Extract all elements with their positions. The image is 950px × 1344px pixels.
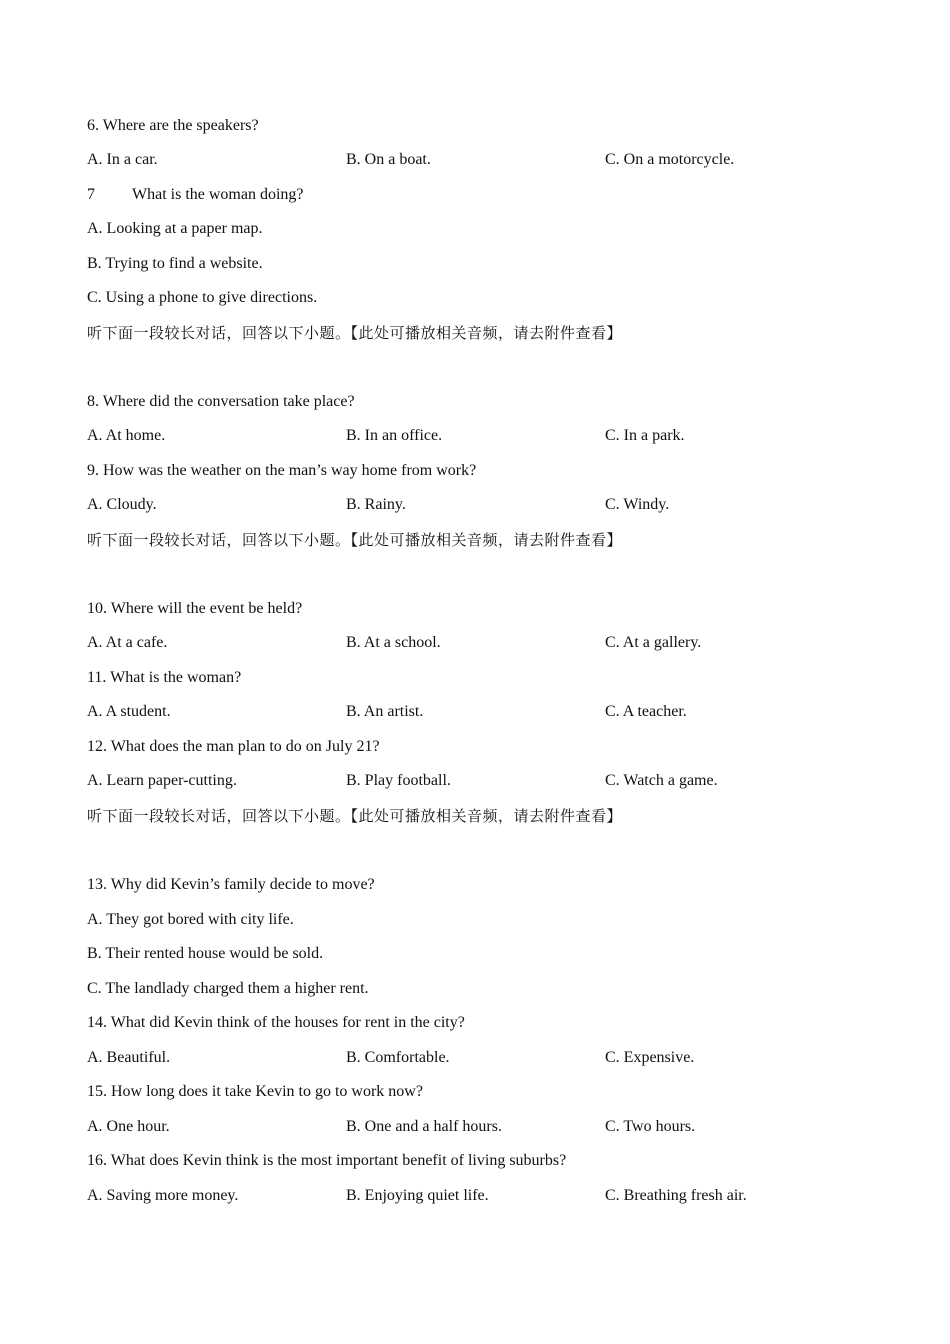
question-13: 13. Why did Kevin’s family decide to move?: [87, 876, 375, 893]
question-6: 6. Where are the speakers?: [87, 117, 259, 134]
q13-option-b: B. Their rented house would be sold.: [87, 945, 324, 962]
question-7-text: What is the woman doing?: [132, 186, 304, 203]
question-11: 11. What is the woman?: [87, 669, 242, 686]
question-9: 9. How was the weather on the man’s way home from work?: [87, 462, 477, 479]
q9-option-c: C. Windy.: [605, 496, 670, 513]
instruction-conversation-3: 听下面一段较长对话，回答以下小题。【此处可播放相关音频，请去附件查看】: [87, 807, 623, 825]
q14-option-b: B. Comfortable.: [346, 1049, 450, 1066]
q10-option-a: A. At a cafe.: [87, 634, 168, 651]
q8-option-a: A. At home.: [87, 427, 166, 444]
question-10: 10. Where will the event be held?: [87, 600, 303, 617]
question-7-number: 7: [87, 186, 95, 203]
q8-option-b: B. In an office.: [346, 427, 443, 444]
q12-option-a: A. Learn paper-cutting.: [87, 772, 237, 789]
q16-option-b: B. Enjoying quiet life.: [346, 1187, 489, 1204]
q15-option-a: A. One hour.: [87, 1118, 170, 1135]
q8-option-c: C. In a park.: [605, 427, 685, 444]
question-7: [87, 185, 304, 205]
question-16: 16. What does Kevin think is the most important benefit of living suburbs?: [87, 1152, 567, 1169]
q7-option-c: C. Using a phone to give directions.: [87, 289, 318, 306]
q16-option-a: A. Saving more money.: [87, 1187, 239, 1204]
q13-option-c: C. The landlady charged them a higher rent.: [87, 980, 369, 997]
q14-option-c: C. Expensive.: [605, 1049, 695, 1066]
q10-option-b: B. At a school.: [346, 634, 441, 651]
q12-option-b: B. Play football.: [346, 772, 451, 789]
q6-option-a: A. In a car.: [87, 151, 158, 168]
instruction-conversation-2: 听下面一段较长对话，回答以下小题。【此处可播放相关音频，请去附件查看】: [87, 531, 623, 549]
q15-option-b: B. One and a half hours.: [346, 1118, 502, 1135]
question-12: 12. What does the man plan to do on July 21?: [87, 738, 380, 755]
q11-option-c: C. A teacher.: [605, 703, 687, 720]
q6-option-c: C. On a motorcycle.: [605, 151, 735, 168]
q7-option-b: B. Trying to find a website.: [87, 255, 263, 272]
q16-option-c: C. Breathing fresh air.: [605, 1187, 747, 1204]
q12-option-c: C. Watch a game.: [605, 772, 718, 789]
instruction-conversation-1: 听下面一段较长对话，回答以下小题。【此处可播放相关音频，请去附件查看】: [87, 324, 623, 342]
q11-option-a: A. A student.: [87, 703, 171, 720]
q10-option-c: C. At a gallery.: [605, 634, 702, 651]
question-8: 8. Where did the conversation take place?: [87, 393, 355, 410]
q14-option-a: A. Beautiful.: [87, 1049, 171, 1066]
q9-option-a: A. Cloudy.: [87, 496, 157, 513]
q9-option-b: B. Rainy.: [346, 496, 406, 513]
q6-option-b: B. On a boat.: [346, 151, 431, 168]
q15-option-c: C. Two hours.: [605, 1118, 696, 1135]
q13-option-a: A. They got bored with city life.: [87, 911, 294, 928]
question-15: 15. How long does it take Kevin to go to work now?: [87, 1083, 423, 1100]
question-14: 14. What did Kevin think of the houses for rent in the city?: [87, 1014, 465, 1031]
q11-option-b: B. An artist.: [346, 703, 424, 720]
q7-option-a: A. Looking at a paper map.: [87, 220, 263, 237]
